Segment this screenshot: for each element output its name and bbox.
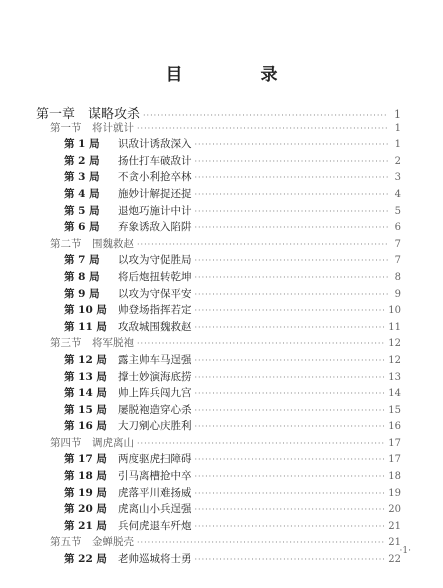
entry-title: 攻敌城围魏救赵 — [118, 320, 192, 333]
entry-page-number: 19 — [388, 487, 401, 499]
entry-number: 第 2 局 — [64, 154, 100, 167]
leader-dots — [195, 273, 389, 282]
entry-number: 第 11 局 — [64, 320, 107, 333]
leader-dots — [195, 140, 389, 149]
leader-dots — [195, 422, 386, 431]
entry-page-number: 17 — [388, 454, 401, 466]
entry-number: 第 20 局 — [64, 503, 107, 516]
entry-page-number: 2 — [394, 155, 401, 167]
section-page-number: 7 — [394, 238, 401, 250]
entry-title: 退炮巧施计中计 — [118, 204, 192, 217]
entry-title: 以攻为守促胜局 — [118, 254, 192, 267]
section-heading — [36, 236, 401, 253]
entry-title: 帅上阵兵闯九宫 — [118, 387, 192, 400]
toc-entry — [36, 352, 401, 369]
leader-dots — [137, 240, 388, 249]
chapter-title: 第一章 谋略攻杀 — [36, 107, 141, 122]
leader-dots — [195, 455, 386, 464]
entry-number: 第 4 局 — [64, 187, 100, 200]
entry-page-number: 14 — [388, 388, 401, 400]
entry-number: 第 3 局 — [64, 171, 100, 184]
entry-number: 第 10 局 — [64, 304, 107, 317]
section-title: 第五节 金蝉脱壳 — [50, 536, 134, 549]
entry-number: 第 6 局 — [64, 221, 100, 234]
leader-dots — [195, 555, 386, 564]
entry-number: 第 14 局 — [64, 387, 107, 400]
toc-entry — [36, 319, 401, 336]
entry-page-number: 5 — [394, 205, 401, 217]
leader-dots — [143, 111, 388, 120]
toc-entry — [36, 269, 401, 286]
leader-dots — [195, 505, 386, 514]
entry-title: 施妙计解捉还捉 — [118, 187, 192, 200]
section-title: 第二节 围魏救赵 — [50, 237, 134, 250]
entry-page-number: 3 — [394, 172, 401, 184]
entry-title: 引马离槽抢中卒 — [118, 470, 192, 483]
leader-dots — [195, 256, 389, 265]
entry-page-number: 4 — [394, 188, 401, 200]
leader-dots — [195, 207, 389, 216]
entry-number: 第 13 局 — [64, 370, 107, 383]
entry-title: 虎落平川难扬威 — [118, 486, 192, 499]
leader-dots — [195, 406, 386, 415]
entry-number: 第 18 局 — [64, 470, 107, 483]
entry-page-number: 9 — [394, 288, 401, 300]
entry-title: 大刀剜心庆胜利 — [118, 420, 192, 433]
chapter-page-number: 1 — [394, 108, 401, 121]
toc-entry — [36, 451, 401, 468]
section-page-number: 12 — [388, 338, 401, 350]
entry-number: 第 17 局 — [64, 453, 107, 466]
table-of-contents — [36, 103, 401, 568]
section-heading — [36, 534, 401, 551]
toc-entry — [36, 418, 401, 435]
entry-number: 第 15 局 — [64, 403, 107, 416]
leader-dots — [137, 339, 385, 348]
leader-dots — [137, 439, 385, 448]
toc-entry — [36, 153, 401, 170]
entry-title: 屡脱袍造穿心杀 — [118, 403, 192, 416]
toc-entry — [36, 551, 401, 568]
entry-title: 虎离山小兵逞强 — [118, 503, 192, 516]
entry-title: 帅登场指挥若定 — [118, 304, 192, 317]
entry-page-number: 13 — [388, 371, 401, 383]
entry-number: 第 22 局 — [64, 553, 107, 566]
entry-page-number: 8 — [394, 271, 401, 283]
entry-page-number: 18 — [388, 471, 401, 483]
entry-title: 扬仕打车破敌计 — [118, 154, 192, 167]
leader-dots — [195, 522, 386, 531]
entry-title: 将后炮扭转乾坤 — [118, 270, 192, 283]
entry-page-number: 15 — [388, 404, 401, 416]
leader-dots — [195, 223, 389, 232]
chapter-heading — [36, 103, 401, 120]
entry-title: 老帅巡城将士勇 — [118, 553, 192, 566]
leader-dots — [195, 173, 389, 182]
section-page-number: 17 — [388, 437, 401, 449]
entry-title: 撑士妙演海底捞 — [118, 370, 192, 383]
leader-dots — [195, 356, 386, 365]
entry-number: 第 19 局 — [64, 486, 107, 499]
leader-dots — [137, 124, 388, 133]
toc-entry — [36, 369, 401, 386]
leader-dots — [195, 323, 386, 332]
entry-number: 第 12 局 — [64, 353, 107, 366]
entry-number: 第 7 局 — [64, 254, 100, 267]
leader-dots — [195, 489, 386, 498]
toc-entry — [36, 219, 401, 236]
leader-dots — [137, 538, 385, 547]
entry-number: 第 5 局 — [64, 204, 100, 217]
section-title: 第三节 将军脱袍 — [50, 337, 134, 350]
toc-entry — [36, 501, 401, 518]
page-title: 目 录 — [165, 65, 314, 85]
entry-page-number: 11 — [388, 321, 401, 333]
toc-entry — [36, 385, 401, 402]
section-title: 第四节 调虎离山 — [50, 436, 134, 449]
entry-page-number: 12 — [388, 354, 401, 366]
entry-number: 第 21 局 — [64, 519, 107, 532]
entry-page-number: 21 — [388, 520, 401, 532]
entry-title: 兵伺虎退车歼炮 — [118, 519, 192, 532]
entry-number: 第 16 局 — [64, 420, 107, 433]
toc-entry — [36, 402, 401, 419]
entry-page-number: 1 — [394, 139, 401, 151]
toc-entry — [36, 252, 401, 269]
section-heading — [36, 120, 401, 137]
leader-dots — [195, 306, 386, 315]
section-heading — [36, 335, 401, 352]
entry-page-number: 20 — [388, 504, 401, 516]
entry-title: 弃象诱敌入陷阱 — [118, 221, 192, 234]
entry-number: 第 1 局 — [64, 138, 100, 151]
toc-entry — [36, 485, 401, 502]
entry-title: 以攻为守保平安 — [118, 287, 192, 300]
section-page-number: 1 — [394, 122, 401, 134]
toc-entry — [36, 136, 401, 153]
entry-title: 露主帅车马逞强 — [118, 353, 192, 366]
entry-page-number: 6 — [394, 222, 401, 234]
entry-title: 两度驱虎扫障碍 — [118, 453, 192, 466]
leader-dots — [195, 389, 386, 398]
entry-page-number: 16 — [388, 421, 401, 433]
entry-page-number: 10 — [388, 305, 401, 317]
toc-entry — [36, 186, 401, 203]
toc-entry — [36, 468, 401, 485]
leader-dots — [195, 157, 389, 166]
entry-number: 第 8 局 — [64, 270, 100, 283]
leader-dots — [195, 190, 389, 199]
toc-entry — [36, 286, 401, 303]
toc-entry — [36, 518, 401, 535]
toc-entry — [36, 302, 401, 319]
entry-page-number: 22 — [388, 554, 401, 566]
toc-entry — [36, 203, 401, 220]
toc-entry — [36, 169, 401, 186]
leader-dots — [195, 373, 386, 382]
page-footer: ·1· — [399, 546, 411, 556]
leader-dots — [195, 290, 389, 299]
leader-dots — [195, 472, 386, 481]
entry-title: 识敌计诱敌深入 — [118, 138, 192, 151]
section-page-number: 21 — [388, 537, 401, 549]
entry-page-number: 7 — [394, 255, 401, 267]
entry-number: 第 9 局 — [64, 287, 100, 300]
section-title: 第一节 将计就计 — [50, 121, 134, 134]
section-heading — [36, 435, 401, 452]
entry-title: 不贪小利抢卒林 — [118, 171, 192, 184]
